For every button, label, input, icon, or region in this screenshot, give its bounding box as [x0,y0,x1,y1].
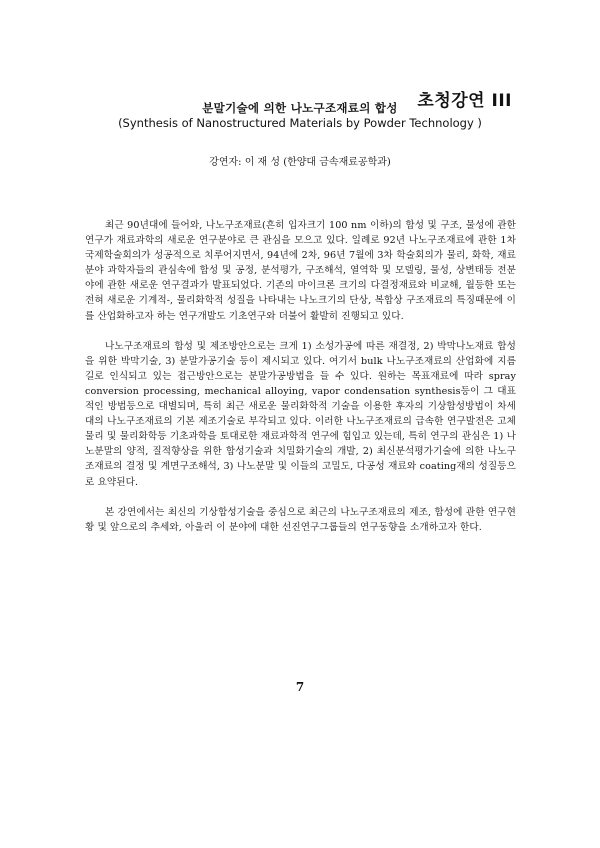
speaker-line: 강연자: 이 재 성 (한양대 금속재료공학과) [209,157,391,168]
talk-label: 초청강연 III [417,91,512,111]
title-english: (Synthesis of Nanostructured Materials by Powder Technology ) [118,116,482,130]
abstract-body [85,218,516,550]
paragraph-intro: 최근 90년대에 들어와, 나노구조재료(흔히 입자크기 100 nm 이하)의 합성 및 구조, 물성에 관한 연구가 재료과학의 새로운 연구분야로 큰 관심을 모으고 있다. 일례로 92년 나노구조재료에 관한 1차 국제학술회의가 성공적으로 치루어지면서, 94년에 2차, 96년 7월에 3차 학술회의가 물리, 화학, 재료분야 과학자들의 관심속에 합성 및 공정, 분석평가, 구조해석, 열역학 및 모델링, 물성, 상변태등 전분야에 관한 새로운 연구결과가 발표되었다. 기존의 마이크론 크기의 다결정재료와 비교해, 월등한 또는 전혀 새로운 기계적-, 물리화학적 성질을 나타내는 나노크기의 단상, 복합상 구조재료의 특징때문에 이를 산업화하고자 하는 연구개발도 기초연구와 더불어 활발히 진행되고 있다. [85,220,516,322]
title-korean: 분말기술에 의한 나노구조재료의 합성 [202,101,398,115]
paragraph-conclusion: 본 강연에서는 최신의 기상합성기술을 중심으로 최근의 나노구조재료의 제조, 합성에 관한 연구현황 및 앞으로의 추세와, 아울러 이 분야에 대한 선진연구그룹들의 연구동향을 소개하고자 한다. [85,506,516,533]
page-number: 7 [295,680,305,694]
paragraph-methods: 나노구조재료의 합성 및 제조방안으로는 크게 1) 소성가공에 따른 재결정, 2) 박막나노재료 합성을 위한 박막기술, 3) 분말가공기술 등이 제시되고 있다. 여기서 bulk 나노구조재료의 산업화에 지름길로 인식되고 있는 접근방안으로는 분말가공방법을 들 수 있다. 원하는 목표재료에 따라 spray conversion processing, mechanical alloying, vapor condensation synthesis등이 그 대표적인 방법등으로 대별되며, 특히 최근 새로운 물리화학적 기술을 이용한 후자의 기상합성방법이 차세대의 나노구조재료의 기본 제조기술로 부각되고 있다. 이러한 나노구조재료의 급속한 연구발전은 고체물리 및 물리화학등 기초과학을 토대로한 재료과학적 연구에 힘입고 있는데, 특히 연구의 관심은 1) 나노분말의 양적, 질적향상을 위한 합성기술과 치밀화기술의 개발, 2) 최신분석평가기술에 의한 나노구조재료의 결정 및 계면구조해석, 3) 나노분말 및 이들의 고밀도, 다공성 재료와 coating재의 성질등으로 요약된다. [85,340,516,488]
